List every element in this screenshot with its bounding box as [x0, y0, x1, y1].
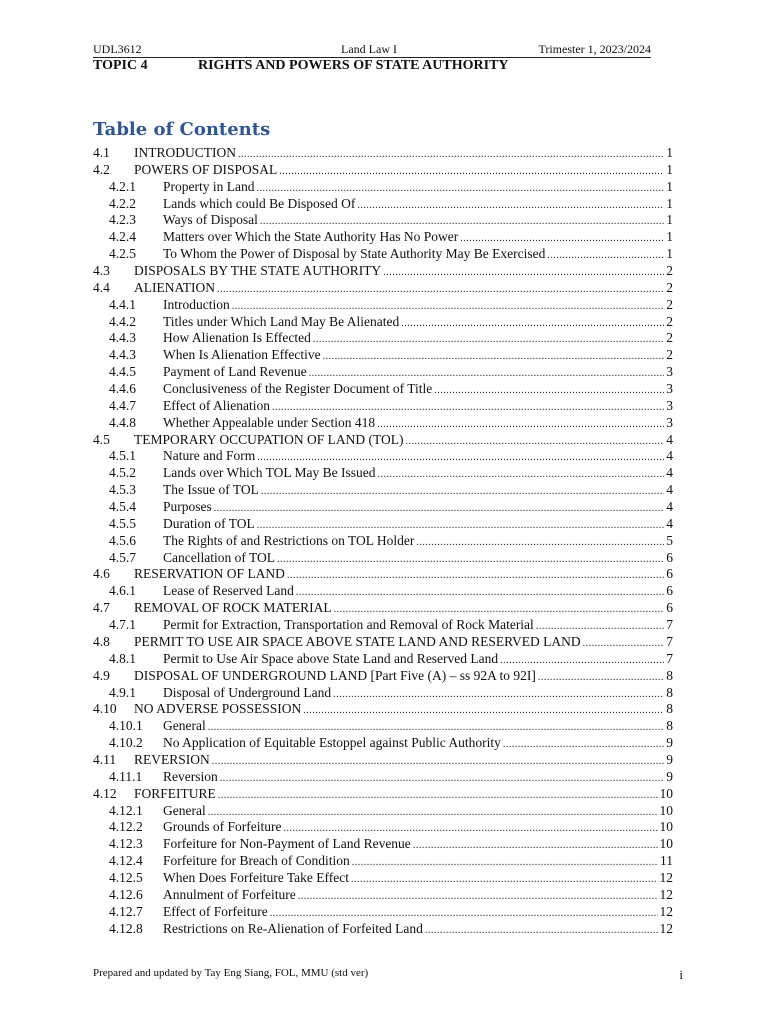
toc-entry-number: 4.2.3: [109, 212, 136, 228]
toc-entry-page: 3: [666, 397, 673, 413]
page-footer: [93, 966, 683, 980]
toc-entry-number: 4.2: [93, 161, 110, 177]
toc-entry-page: 1: [666, 229, 673, 245]
toc-entry-number: 4.2.5: [109, 246, 136, 262]
toc-entry-label: Titles under Which Land May Be Alienated: [163, 313, 400, 329]
toc-entry-label: Lease of Reserved Land: [163, 583, 294, 599]
toc-entry-page: 12: [659, 886, 673, 902]
toc-entry-page: 11: [660, 853, 673, 869]
toc-entry-number: 4.4.2: [109, 313, 136, 329]
toc-entry-label: Annulment of Forfeiture: [163, 886, 296, 902]
toc-entry-label: Reversion: [163, 768, 218, 784]
toc-entry-number: 4.5.6: [109, 532, 136, 548]
toc-entry-page: 6: [666, 583, 673, 599]
toc-entry[interactable]: [93, 482, 673, 499]
toc-entry-number: 4.8: [93, 633, 110, 649]
toc-entry-label: Lands over Which TOL May Be Issued: [163, 465, 376, 481]
toc-entry-number: 4.2.1: [109, 178, 136, 194]
toc-entry-number: 4.4.7: [109, 397, 136, 413]
term: Trimester 1, 2023/2024: [538, 42, 651, 56]
toc-entry-page: 10: [659, 802, 673, 818]
toc-entry[interactable]: [93, 836, 673, 853]
toc-entry-number: 4.4.8: [109, 414, 136, 430]
table-of-contents: [93, 145, 673, 937]
toc-entry[interactable]: [93, 550, 673, 567]
toc-entry-number: 4.12: [93, 785, 117, 801]
toc-entry-number: 4.4.6: [109, 381, 136, 397]
toc-entry-page: 2: [666, 330, 673, 346]
toc-entry[interactable]: [93, 162, 673, 179]
toc-entry-label: The Rights of and Restrictions on TOL Holder: [163, 532, 415, 548]
toc-entry-number: 4.5: [93, 431, 110, 447]
toc-entry-label: Property in Land: [163, 178, 255, 194]
toc-entry-label: Purposes: [163, 499, 212, 515]
toc-entry-label: When Does Forfeiture Take Effect: [163, 869, 349, 885]
toc-entry-page: 4: [666, 515, 673, 531]
toc-entry-page: 12: [659, 920, 673, 936]
toc-entry[interactable]: [93, 701, 673, 718]
toc-entry[interactable]: [93, 819, 673, 836]
toc-entry[interactable]: [93, 668, 673, 685]
toc-entry-number: 4.4.1: [109, 296, 136, 312]
toc-entry-label: Ways of Disposal: [163, 212, 258, 228]
toc-entry-label: Conclusiveness of the Register Document of Title: [163, 381, 433, 397]
toc-entry-number: 4.11: [93, 751, 117, 767]
toc-entry-number: 4.5.1: [109, 448, 136, 464]
toc-entry[interactable]: [93, 853, 673, 870]
toc-entry-page: 7: [666, 650, 673, 666]
toc-entry[interactable]: [93, 398, 673, 415]
toc-entry-page: 2: [666, 296, 673, 312]
toc-entry-page: 1: [666, 145, 673, 160]
toc-entry[interactable]: [93, 887, 673, 904]
toc-entry-page: 4: [666, 448, 673, 464]
toc-entry[interactable]: [93, 651, 673, 668]
toc-entry-label: The Issue of TOL: [163, 482, 259, 498]
toc-entry[interactable]: [93, 465, 673, 482]
toc-entry-page: 1: [666, 212, 673, 228]
toc-entry[interactable]: [93, 229, 673, 246]
toc-entry-number: 4.12.5: [109, 869, 143, 885]
toc-entry-number: 4.2.2: [109, 195, 136, 211]
toc-entry-label: RESERVATION OF LAND: [134, 566, 285, 582]
toc-entry-number: 4.1: [93, 145, 110, 160]
toc-entry[interactable]: [93, 752, 673, 769]
toc-entry-label: General: [163, 802, 206, 818]
toc-entry-page: 7: [666, 633, 673, 649]
topic-title: RIGHTS AND POWERS OF STATE AUTHORITY: [198, 58, 509, 73]
toc-entry-label: No Application of Equitable Estoppel against Public Authority: [163, 735, 501, 751]
toc-entry[interactable]: [93, 870, 673, 887]
toc-entry[interactable]: [93, 769, 673, 786]
toc-entry-number: 4.12.1: [109, 802, 143, 818]
toc-entry[interactable]: [93, 415, 673, 432]
toc-entry[interactable]: [93, 566, 673, 583]
toc-entry-number: 4.12.6: [109, 886, 143, 902]
toc-entry-number: 4.5.7: [109, 549, 136, 565]
toc-entry[interactable]: [93, 600, 673, 617]
toc-heading: Table of Contents: [93, 119, 271, 140]
toc-entry[interactable]: [93, 179, 673, 196]
toc-entry-number: 4.4.3: [109, 330, 136, 346]
toc-entry-label: Disposal of Underground Land: [163, 684, 332, 700]
toc-entry-number: 4.4: [93, 279, 110, 295]
toc-entry-page: 3: [666, 381, 673, 397]
toc-entry-page: 2: [666, 347, 673, 363]
toc-entry-number: 4.10.2: [109, 735, 143, 751]
toc-entry-page: 8: [666, 684, 673, 700]
toc-entry-page: 8: [666, 718, 673, 734]
toc-entry-page: 4: [666, 499, 673, 515]
toc-entry-label: Forfeiture for Non-Payment of Land Revenue: [163, 836, 411, 852]
toc-entry-label: Effect of Alienation: [163, 397, 270, 413]
toc-entry[interactable]: [93, 314, 673, 331]
toc-entry-label: Cancellation of TOL: [163, 549, 275, 565]
toc-entry-page: 1: [666, 161, 673, 177]
toc-entry-label: Permit to Use Air Space above State Land and Reserved Land: [163, 650, 499, 666]
toc-entry-page: 4: [666, 431, 673, 447]
toc-entry[interactable]: [93, 904, 673, 921]
toc-entry-page: 12: [659, 903, 673, 919]
toc-entry-number: 4.12.7: [109, 903, 143, 919]
toc-entry-page: 1: [666, 246, 673, 262]
toc-entry-label: ALIENATION: [134, 279, 215, 295]
toc-entry-number: 4.10.1: [109, 718, 143, 734]
toc-entry-label: Effect of Forfeiture: [163, 903, 268, 919]
toc-entry-page: 10: [659, 836, 673, 852]
toc-entry-page: 4: [666, 482, 673, 498]
toc-entry-page: 2: [666, 279, 673, 295]
course-name: Land Law I: [341, 42, 397, 56]
toc-entry-label: Introduction: [163, 296, 230, 312]
toc-entry-page: 8: [666, 667, 673, 683]
toc-entry-number: 4.3: [93, 263, 110, 279]
toc-dot-leader: [425, 923, 658, 940]
toc-entry-page: 9: [666, 735, 673, 751]
toc-entry-number: 4.9.1: [109, 684, 136, 700]
toc-entry-label: Grounds of Forfeiture: [163, 819, 282, 835]
toc-entry-label: DISPOSAL OF UNDERGROUND LAND [Part Five (A) – ss 92A to 92I]: [134, 667, 536, 683]
toc-entry-page: 10: [659, 785, 673, 801]
toc-entry[interactable]: [93, 921, 673, 938]
toc-entry[interactable]: [93, 718, 673, 735]
toc-entry[interactable]: [93, 246, 673, 263]
toc-entry-label: POWERS OF DISPOSAL: [134, 161, 278, 177]
toc-entry[interactable]: [93, 583, 673, 600]
toc-entry-page: 4: [666, 465, 673, 481]
toc-entry-page: 9: [666, 751, 673, 767]
toc-entry-label: REMOVAL OF ROCK MATERIAL: [134, 600, 332, 616]
toc-entry-number: 4.8.1: [109, 650, 136, 666]
toc-entry-label: Forfeiture for Breach of Condition: [163, 853, 350, 869]
toc-entry[interactable]: [93, 634, 673, 651]
toc-entry-page: 3: [666, 364, 673, 380]
toc-entry[interactable]: [93, 280, 673, 297]
toc-entry-number: 4.5.2: [109, 465, 136, 481]
toc-entry-number: 4.2.4: [109, 229, 136, 245]
toc-entry-number: 4.5.4: [109, 499, 136, 515]
toc-entry[interactable]: [93, 533, 673, 550]
toc-entry-number: 4.7: [93, 600, 110, 616]
toc-entry-page: 2: [666, 313, 673, 329]
toc-entry-page: 3: [666, 414, 673, 430]
toc-entry-page: 7: [666, 617, 673, 633]
topic-number: TOPIC 4: [93, 58, 148, 73]
toc-entry[interactable]: [93, 212, 673, 229]
toc-entry[interactable]: [93, 263, 673, 280]
toc-entry-label: Restrictions on Re-Alienation of Forfeited Land: [163, 920, 423, 936]
toc-entry-page: 6: [666, 600, 673, 616]
toc-entry-page: 5: [666, 532, 673, 548]
toc-entry[interactable]: [93, 364, 673, 381]
toc-entry[interactable]: [93, 685, 673, 702]
toc-entry-number: 4.5.5: [109, 515, 136, 531]
toc-entry-page: 8: [666, 701, 673, 717]
toc-entry-number: 4.12.3: [109, 836, 143, 852]
toc-entry-number: 4.4.5: [109, 364, 136, 380]
toc-entry-number: 4.11.1: [109, 768, 143, 784]
toc-entry-label: Lands which could Be Disposed Of: [163, 195, 356, 211]
toc-entry-page: 6: [666, 549, 673, 565]
page-number: i: [679, 967, 683, 982]
toc-entry-number: 4.9: [93, 667, 110, 683]
toc-entry-label: REVERSION: [134, 751, 210, 767]
toc-entry-number: 4.12.2: [109, 819, 143, 835]
footer-credit: Prepared and updated by Tay Eng Siang, FOL, MMU (std ver): [93, 967, 369, 979]
toc-entry-label: Whether Appealable under Section 418: [163, 414, 376, 430]
toc-entry[interactable]: [93, 516, 673, 533]
toc-entry-label: To Whom the Power of Disposal by State Authority May Be Exercised: [163, 246, 546, 262]
course-code: UDL3612: [93, 42, 142, 56]
toc-entry-label: NO ADVERSE POSSESSION: [134, 701, 302, 717]
toc-entry-page: 12: [659, 869, 673, 885]
toc-entry[interactable]: [93, 330, 673, 347]
toc-entry-label: When Is Alienation Effective: [163, 347, 321, 363]
toc-entry-label: TEMPORARY OCCUPATION OF LAND (TOL): [134, 431, 404, 447]
toc-entry-number: 4.12.4: [109, 853, 143, 869]
toc-entry-label: General: [163, 718, 206, 734]
toc-entry-number: 4.12.8: [109, 920, 143, 936]
toc-entry[interactable]: [93, 617, 673, 634]
toc-entry-label: DISPOSALS BY THE STATE AUTHORITY: [134, 263, 382, 279]
toc-entry-label: Permit for Extraction, Transportation and Removal of Rock Material: [163, 617, 534, 633]
running-header: [93, 42, 651, 58]
toc-entry-label: Nature and Form: [163, 448, 256, 464]
toc-entry-number: 4.10: [93, 701, 117, 717]
toc-entry-number: 4.6.1: [109, 583, 136, 599]
toc-entry[interactable]: [93, 145, 673, 162]
toc-entry-page: 1: [666, 178, 673, 194]
toc-entry-label: How Alienation Is Effected: [163, 330, 311, 346]
toc-entry-page: 2: [666, 263, 673, 279]
toc-entry[interactable]: [93, 448, 673, 465]
toc-entry[interactable]: [93, 735, 673, 752]
toc-entry[interactable]: [93, 803, 673, 820]
toc-entry[interactable]: [93, 381, 673, 398]
toc-entry-label: PERMIT TO USE AIR SPACE ABOVE STATE LAND AND RESERVED LAND: [134, 633, 581, 649]
toc-entry[interactable]: [93, 347, 673, 364]
toc-entry-label: FORFEITURE: [134, 785, 216, 801]
toc-entry-label: Matters over Which the State Authority Has No Power: [163, 229, 459, 245]
toc-entry-page: 1: [666, 195, 673, 211]
toc-entry-number: 4.5.3: [109, 482, 136, 498]
toc-entry-label: INTRODUCTION: [134, 145, 236, 160]
toc-entry[interactable]: [93, 196, 673, 213]
toc-entry-number: 4.7.1: [109, 617, 136, 633]
toc-entry[interactable]: [93, 786, 673, 803]
toc-entry-number: 4.4.3: [109, 347, 136, 363]
toc-entry-page: 9: [666, 768, 673, 784]
toc-entry[interactable]: [93, 432, 673, 449]
toc-entry[interactable]: [93, 499, 673, 516]
toc-entry-label: Duration of TOL: [163, 515, 255, 531]
toc-entry[interactable]: [93, 297, 673, 314]
toc-entry-page: 10: [659, 819, 673, 835]
toc-entry-label: Payment of Land Revenue: [163, 364, 307, 380]
toc-entry-page: 6: [666, 566, 673, 582]
toc-entry-number: 4.6: [93, 566, 110, 582]
